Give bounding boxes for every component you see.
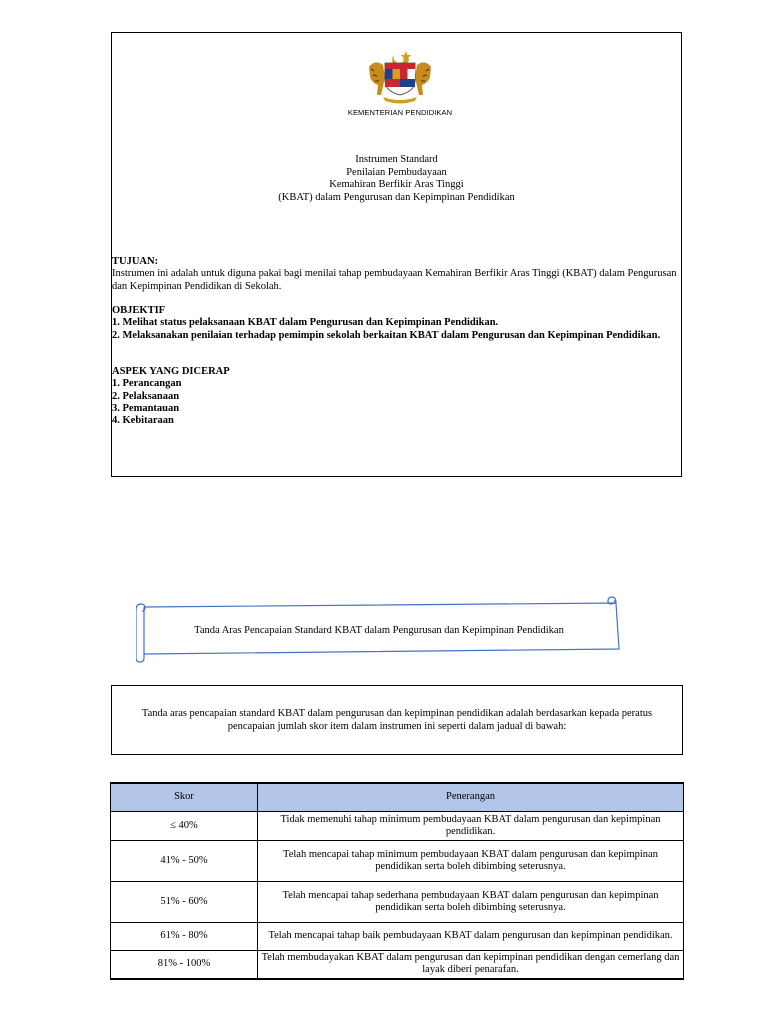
aspek-item: 1. Perancangan bbox=[112, 378, 182, 390]
title-line: (KBAT) dalam Pengurusan dan Kepimpinan Pendidikan bbox=[278, 191, 515, 203]
cell-skor: 41% - 50% bbox=[111, 840, 258, 881]
table-row bbox=[111, 922, 684, 950]
table-row bbox=[111, 811, 684, 840]
objektif-heading: OBJEKTIF bbox=[112, 305, 166, 316]
aspek-item: 4. Kebitaraan bbox=[112, 415, 174, 427]
tujuan-section bbox=[112, 256, 678, 293]
cell-desc: Telah mencapai tahap sederhana pembudayaan KBAT dalam pengurusan dan kepimpinan pendidikan serta boleh dibimbing seterusnya. bbox=[258, 881, 684, 922]
title-line: Penilaian Pembudayaan bbox=[346, 166, 447, 178]
objektif-item: 2. Melaksanakan penilaian terhadap pemimpin sekolah berkaitan KBAT dalam Pengurusan dan Kepimpinan Pendidikan. bbox=[112, 329, 661, 341]
cell-skor: 51% - 60% bbox=[111, 881, 258, 922]
tujuan-heading: TUJUAN: bbox=[112, 256, 159, 267]
ministry-caption: KEMENTERIAN PENDIDIKAN bbox=[347, 108, 453, 117]
cell-desc: Telah mencapai tahap minimum pembudayaan KBAT dalam pengurusan dan kepimpinan pendidikan serta boleh dibimbing seterusnya. bbox=[258, 840, 684, 881]
cell-desc: Telah mencapai tahap baik pembudayaan KBAT dalam pengurusan dan kepimpinan pendidikan. bbox=[258, 922, 684, 950]
table-row bbox=[111, 950, 684, 979]
aspek-heading: ASPEK YANG DICERAP bbox=[112, 366, 230, 377]
cell-skor: 61% - 80% bbox=[111, 922, 258, 950]
header-skor: Skor bbox=[111, 783, 258, 811]
table-row bbox=[111, 881, 684, 922]
score-table bbox=[110, 782, 684, 980]
intro-text: Tanda aras pencapaian standard KBAT dalam pengurusan dan kepimpinan pendidikan adalah berdasarkan kepada peratus pencapaian jumlah skor item dalam instrumen ini seperti dalam jadual di bawah: bbox=[141, 708, 653, 732]
objektif-section bbox=[112, 305, 678, 342]
header-penerangan: Penerangan bbox=[258, 783, 684, 811]
table-header-row bbox=[111, 783, 684, 811]
objektif-item: 1. Melihat status pelaksanaan KBAT dalam Pengurusan dan Kepimpinan Pendidikan. bbox=[112, 317, 499, 329]
tujuan-text: Instrumen ini adalah untuk diguna pakai bagi menilai tahap pembudayaan Kemahiran Berfikir Aras Tinggi (KBAT) dalam Pengurusan dan Kepimpinan Pendidikan di Sekolah. bbox=[112, 268, 677, 292]
cell-skor: ≤ 40% bbox=[111, 811, 258, 840]
aspek-section bbox=[112, 366, 678, 427]
table-row bbox=[111, 840, 684, 881]
aspek-item: 3. Pemantauan bbox=[112, 402, 180, 414]
banner-title: Tanda Aras Pencapaian Standard KBAT dalam Pengurusan dan Kepimpinan Pendidikan bbox=[194, 625, 564, 636]
title-line: Instrumen Standard bbox=[355, 154, 438, 165]
document-title bbox=[111, 154, 682, 204]
title-line: Kemahiran Berfikir Aras Tinggi bbox=[329, 179, 464, 190]
cell-desc: Telah membudayakan KBAT dalam pengurusan dan kepimpinan pendidikan dengan cemerlang dan layak diberi penarafan. bbox=[258, 950, 684, 979]
cell-skor: 81% - 100% bbox=[111, 950, 258, 979]
aspek-item: 2. Pelaksanaan bbox=[112, 390, 180, 402]
cell-desc: Tidak memenuhi tahap minimum pembudayaan KBAT dalam pengurusan dan kepimpinan pendidikan. bbox=[258, 811, 684, 840]
